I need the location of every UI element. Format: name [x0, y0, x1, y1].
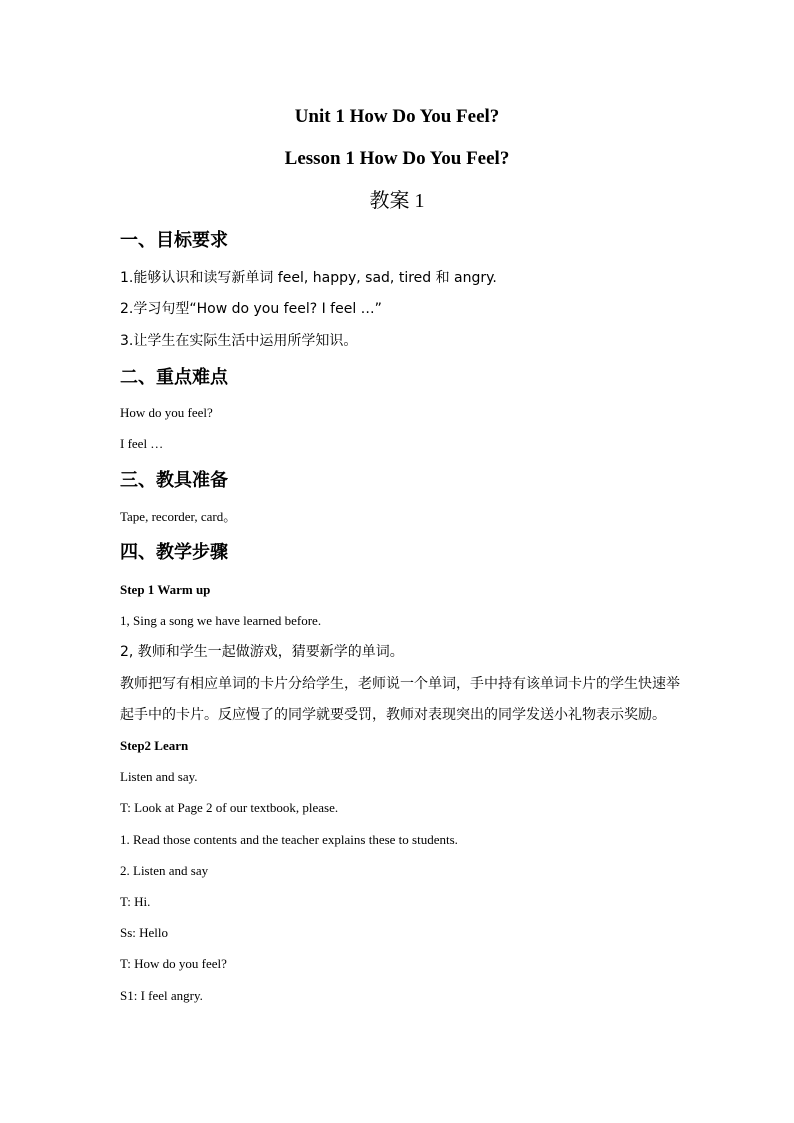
- step1-item: 起手中的卡片。反应慢了的同学就要受罚，教师对表现突出的同学发送小礼物表示奖励。: [120, 707, 666, 723]
- step1-item: 1, Sing a song we have learned before.: [120, 613, 322, 628]
- step2-item: T: Hi.: [120, 894, 151, 909]
- step2-item: T: Look at Page 2 of our textbook, please.: [120, 800, 339, 815]
- step2-item: Ss: Hello: [120, 925, 169, 940]
- key-point-item: How do you feel?: [120, 405, 213, 420]
- section-heading-goals: 一、目标要求: [120, 230, 228, 251]
- goal-item: 2.学习句型“How do you feel? I feel …”: [120, 301, 382, 317]
- lesson-plan-title: 教案 1: [369, 190, 425, 212]
- goal-item: 1.能够认识和读写新单词 feel, happy, sad, tired 和 angry.: [120, 270, 497, 286]
- section-heading-key-points: 二、重点难点: [120, 367, 228, 388]
- step2-item: 1. Read those contents and the teacher explains these to students.: [120, 832, 458, 847]
- step2-item: Listen and say.: [120, 769, 198, 784]
- step2-item: T: How do you feel?: [120, 956, 227, 971]
- step1-item: 2, 教师和学生一起做游戏，猜要新学的单词。: [120, 644, 404, 660]
- section-heading-materials: 三、教具准备: [120, 470, 228, 491]
- goal-item: 3.让学生在实际生活中运用所学知识。: [120, 333, 358, 349]
- step1-title: Step 1 Warm up: [120, 582, 211, 597]
- key-point-item: I feel …: [120, 436, 164, 451]
- step2-item: 2. Listen and say: [120, 863, 209, 878]
- materials-item: Tape, recorder, card。: [120, 509, 237, 524]
- lesson-title: Lesson 1 How Do You Feel?: [284, 148, 510, 169]
- section-heading-steps: 四、教学步骤: [120, 542, 228, 563]
- step1-item: 教师把写有相应单词的卡片分给学生，老师说一个单词，手中持有该单词卡片的学生快速举: [120, 676, 680, 692]
- step2-item: S1: I feel angry.: [120, 988, 203, 1003]
- step2-title: Step2 Learn: [120, 738, 189, 753]
- unit-title: Unit 1 How Do You Feel?: [294, 106, 500, 127]
